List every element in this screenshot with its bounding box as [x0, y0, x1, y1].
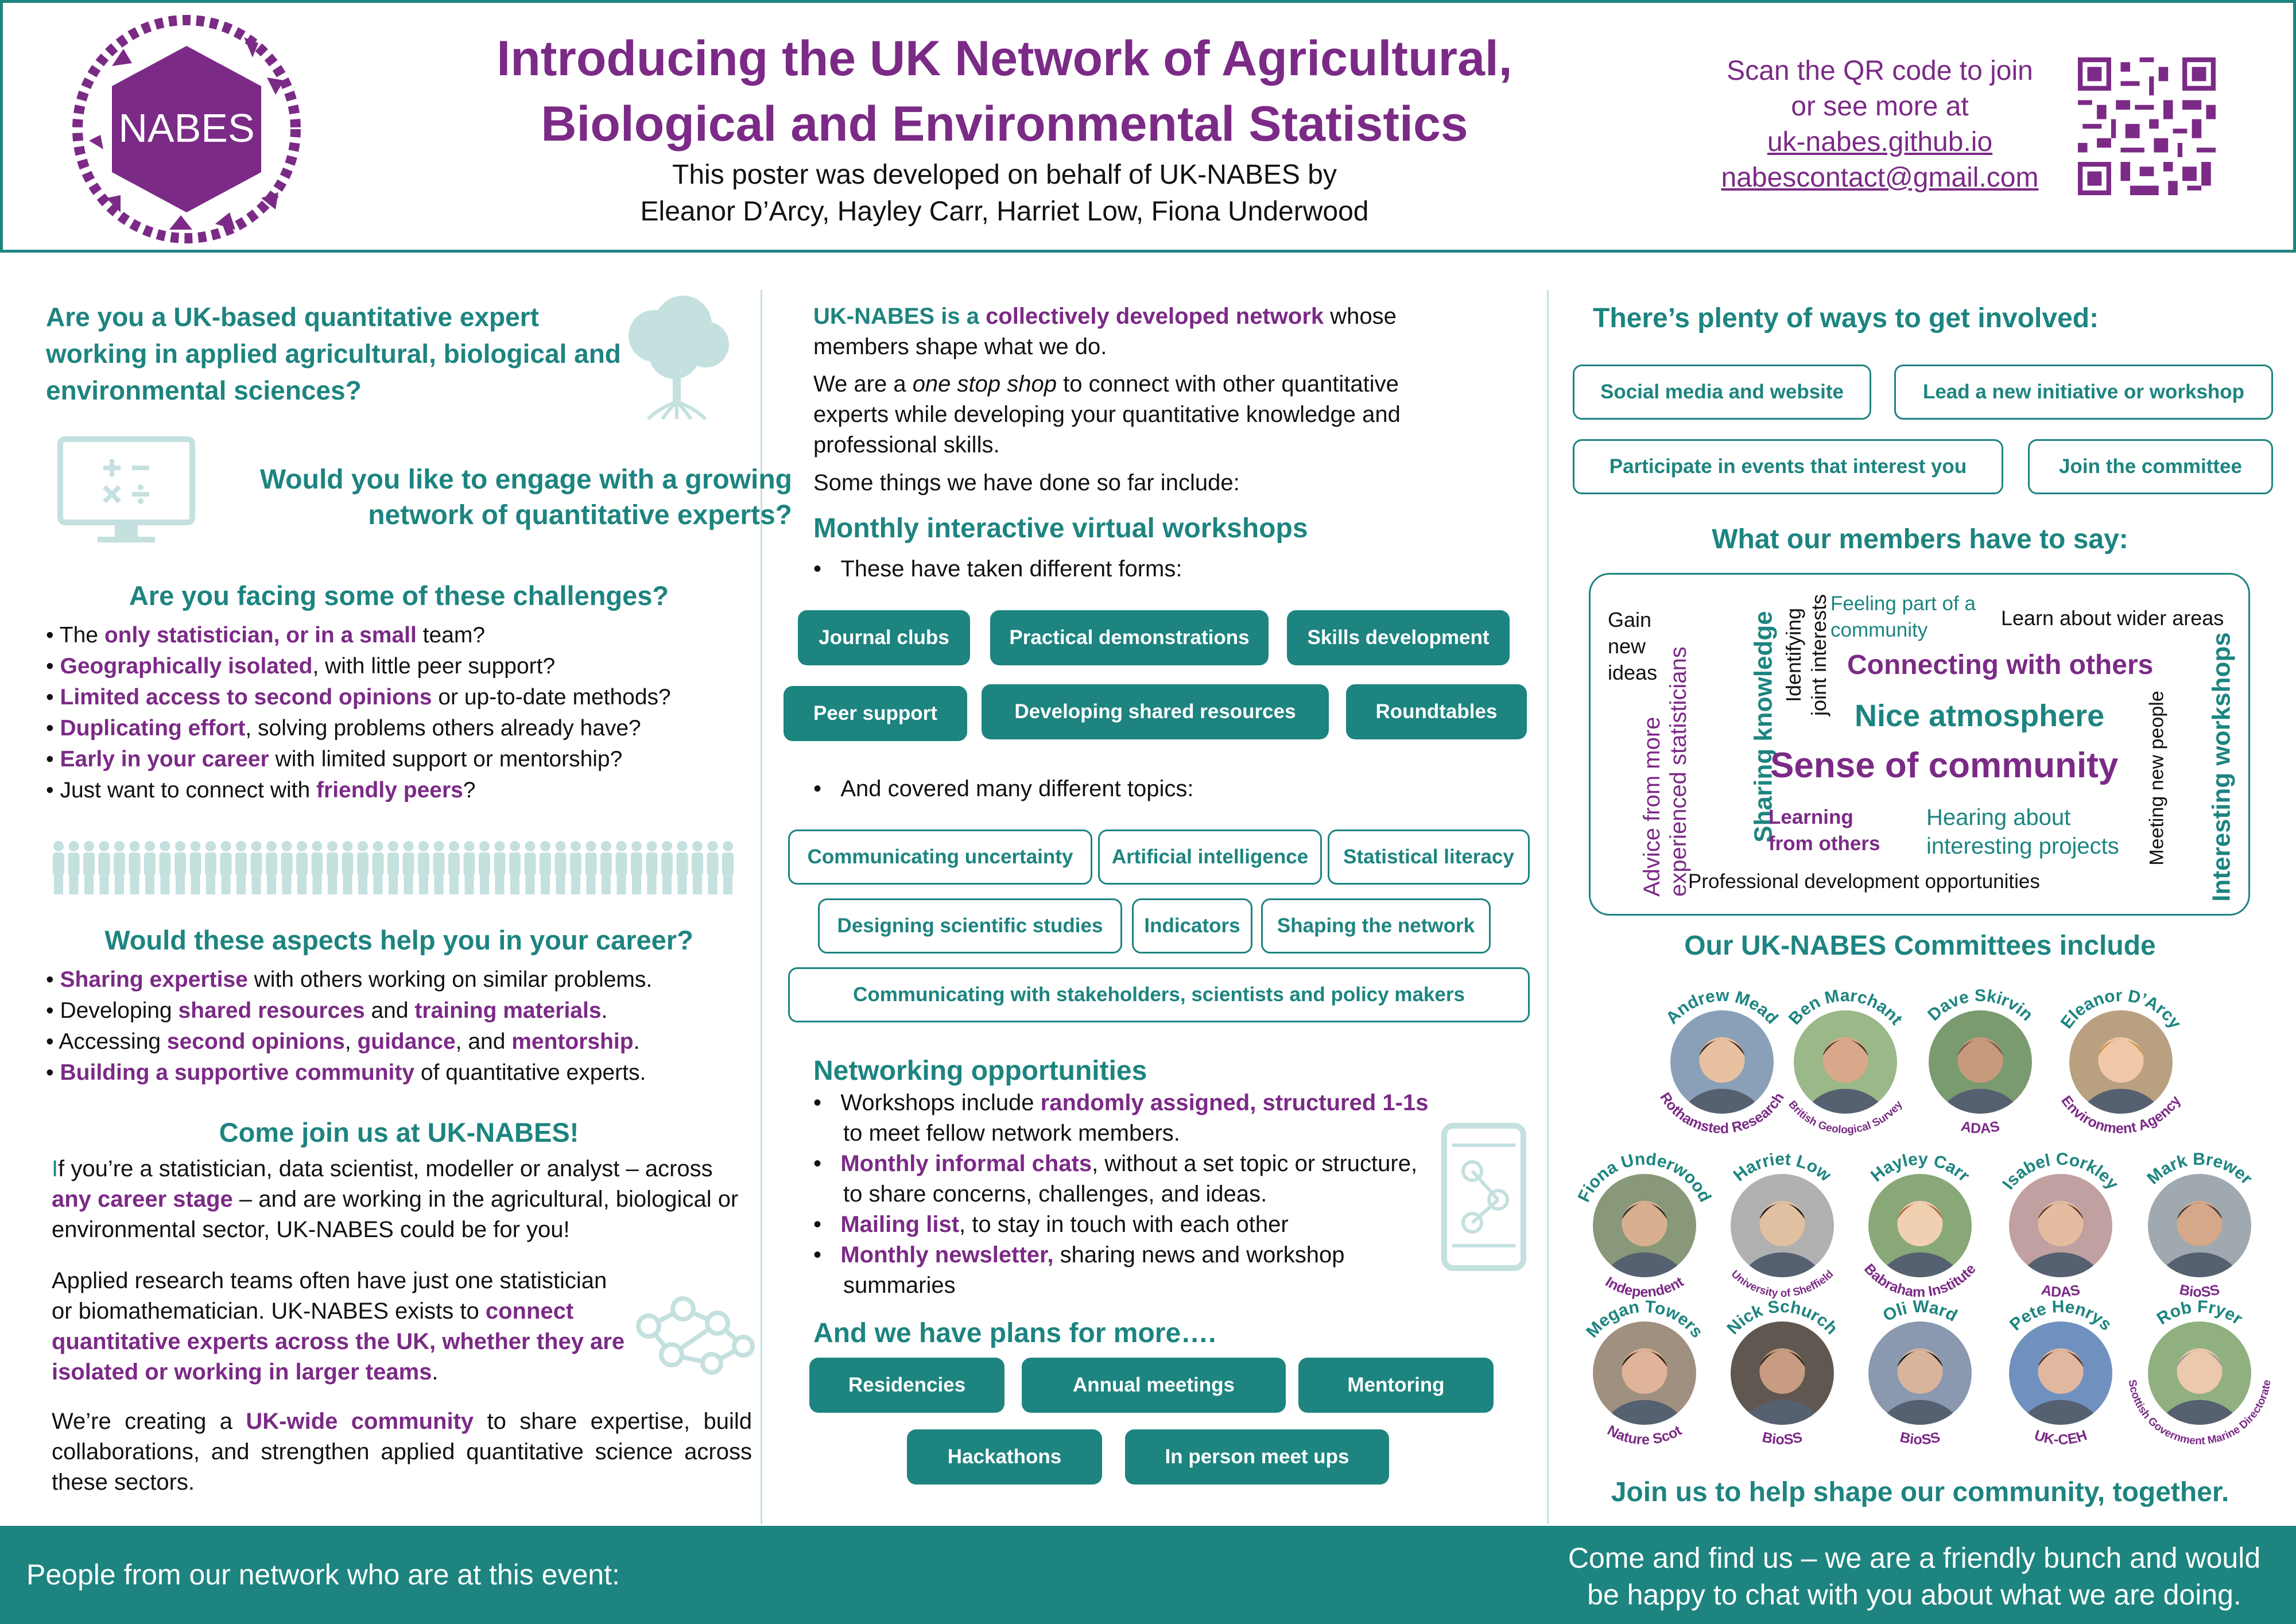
- person-figure: [585, 841, 597, 894]
- plan-pill-mentoring: Mentoring: [1298, 1358, 1494, 1413]
- challenge-item: • Duplicating effort, solving problems others already have?: [46, 716, 641, 741]
- members-heading: What our members have to say:: [1712, 524, 2128, 555]
- networking-highlight: Mailing list: [840, 1212, 960, 1237]
- person-figure: [373, 841, 384, 894]
- intro-question: Are you a UK-based quantitative expert working in applied agricultural, biological and environmental sciences?: [46, 302, 621, 405]
- person-figure: [160, 841, 171, 894]
- aspects-list: [46, 964, 769, 1088]
- member-name: Ben Marchant: [1785, 986, 1906, 1029]
- cloud-connecting-with-others: Connecting with others: [1847, 650, 2154, 680]
- aspect-item: • Developing shared resources and training materials.: [46, 998, 608, 1023]
- member-organisation: ADAS: [2039, 1281, 2082, 1301]
- join-heading: Come join us at UK-NABES!: [219, 1117, 579, 1148]
- aspect-item: • Sharing expertise with others working on similar problems.: [46, 967, 653, 992]
- aspect-highlight: shared resources: [178, 998, 365, 1023]
- aspect-highlight: second opinions: [166, 1029, 345, 1054]
- person-figure: [600, 841, 612, 894]
- aspect-highlight: guidance: [357, 1029, 456, 1054]
- member-name: Isabel Corkley: [1999, 1149, 2123, 1193]
- person-figure: [509, 841, 521, 894]
- form-pill-journal-clubs: Journal clubs: [798, 610, 970, 665]
- person-figure: [464, 841, 475, 894]
- cloud-advice: Advice from more experienced statisticians: [1639, 646, 1691, 897]
- person-figure: [403, 841, 414, 894]
- poster-title-block: [416, 26, 1593, 230]
- topic-pill-statistical-literacy: Statistical literacy: [1328, 830, 1530, 885]
- member-organisation: BioSS: [1898, 1429, 1942, 1448]
- involved-pill-lead-initiative[interactable]: Lead a new initiative or workshop: [1894, 365, 2273, 420]
- nabes-logo: [72, 14, 301, 244]
- column-middle: [792, 290, 1544, 1524]
- contact-block: [1685, 53, 2075, 196]
- person-figure: [114, 841, 125, 894]
- aspect-item: • Accessing second opinions, guidance, and mentorship.: [46, 1029, 640, 1054]
- member-organisation: BioSS: [2178, 1281, 2221, 1301]
- involved-heading: There’s plenty of ways to get involved:: [1593, 303, 2099, 334]
- poster-subtitle: This poster was developed on behalf of UK-NABES by Eleanor D’Arcy, Hayley Carr, Harriet Low, Fiona Underwood: [640, 160, 1369, 227]
- member-label: [2035, 976, 2207, 1148]
- person-figure: [83, 841, 95, 894]
- member-name: Andrew Mead: [1662, 986, 1782, 1028]
- person-figure: [296, 841, 308, 894]
- closing-call: Join us to help shape our community, together.: [1611, 1477, 2229, 1507]
- challenge-item: • The only statistician, or in a small team?: [46, 623, 486, 648]
- aspect-highlight: training materials: [414, 998, 602, 1023]
- contact-line-2: or see more at: [1791, 91, 1969, 122]
- form-pill-roundtables: Roundtables: [1346, 684, 1527, 739]
- challenge-item: • Just want to connect with friendly peers?: [46, 778, 476, 803]
- aspects-heading: Would these aspects help you in your career?: [104, 925, 693, 955]
- cloud-hearing-about-projects: Hearing about interesting projects: [1926, 805, 2119, 859]
- challenge-highlight: Early in your career: [60, 747, 269, 772]
- person-figure: [144, 841, 156, 894]
- person-figure: [661, 841, 673, 894]
- email-link[interactable]: nabescontact@gmail.com: [1721, 162, 2039, 193]
- cloud-learning-from-others: Learning from others: [1768, 806, 1880, 855]
- person-figure: [555, 841, 567, 894]
- website-link[interactable]: uk-nabes.github.io: [1767, 127, 1993, 157]
- form-pill-practical-demonstrations: Practical demonstrations: [990, 610, 1269, 665]
- plan-pill-residencies: Residencies: [809, 1358, 1004, 1413]
- forms-bullet: • These have taken different forms:: [813, 556, 1182, 582]
- cloud-sense-of-community: Sense of community: [1770, 746, 2119, 785]
- member-name: Oli Ward: [1880, 1297, 1961, 1325]
- cloud-professional-development: Professional development opportunities: [1688, 870, 2040, 893]
- member-organisation: Nature Scot: [1604, 1422, 1685, 1448]
- member-name: Pete Henrys: [2006, 1297, 2116, 1335]
- person-figure: [205, 841, 216, 894]
- engage-question: Would you like to engage with a growing network of quantitative experts?: [259, 464, 792, 530]
- cloud-learn-wider-areas: Learn about wider areas: [2001, 606, 2224, 630]
- person-figure: [235, 841, 247, 894]
- topic-pill-shaping-the-network: Shaping the network: [1261, 898, 1491, 954]
- cloud-interesting-workshops: Interesting workshops: [2207, 632, 2236, 902]
- person-figure: [266, 841, 277, 894]
- plan-pill-in-person-meet-ups: In person meet ups: [1125, 1429, 1389, 1485]
- person-figure: [494, 841, 506, 894]
- person-figure: [433, 841, 445, 894]
- member-name: Harriet Low: [1729, 1149, 1835, 1185]
- one-stop-shop-text: We are a one stop shop to connect with other quantitative experts while developing your quantitative knowledge and professional skills.: [813, 371, 1401, 458]
- plan-pill-annual-meetings: Annual meetings: [1022, 1358, 1286, 1413]
- committee-heading: Our UK-NABES Committees include: [1684, 931, 2156, 961]
- challenge-highlight: Limited access to second opinions: [60, 685, 432, 710]
- challenges-list: [46, 620, 769, 806]
- network-nodes-icon: [631, 1292, 758, 1378]
- person-figure: [448, 841, 460, 894]
- person-figure: [220, 841, 232, 894]
- challenge-highlight: only statistician, or in a small: [104, 623, 417, 648]
- person-figure: [631, 841, 642, 894]
- member-name: Dave Skirvin: [1924, 986, 2037, 1025]
- calculator-monitor-icon: [57, 436, 195, 545]
- networking-highlight: randomly assigned, structured 1-1s: [1040, 1090, 1429, 1115]
- involved-pill-participate-in-events[interactable]: Participate in events that interest you: [1573, 439, 2003, 494]
- person-figure: [540, 841, 551, 894]
- member-organisation: Rothamsted Research: [1657, 1090, 1787, 1137]
- topics-bullet: • And covered many different topics:: [813, 776, 1194, 801]
- poster-footer: [0, 1526, 2296, 1624]
- member-name: Hayley Carr: [1867, 1149, 1973, 1186]
- column-divider-2: [1547, 290, 1549, 1524]
- member-name: Eleanor D’Arcy: [2057, 986, 2185, 1033]
- aspect-item: • Building a supportive community of quantitative experts.: [46, 1060, 646, 1085]
- member-name: Fiona Underwood: [1574, 1149, 1715, 1206]
- person-figure: [327, 841, 338, 894]
- cloud-feeling-part: Feeling part of a community: [1830, 592, 1976, 641]
- networking-highlight: Monthly informal chats: [840, 1151, 1092, 1176]
- cloud-nice-atmosphere: Nice atmosphere: [1855, 699, 2105, 733]
- member-organisation: Babraham Institute: [1861, 1261, 1979, 1301]
- topic-pill-communicating-with-stakeholders: Communicating with stakeholders, scientists and policy makers: [788, 967, 1530, 1022]
- join-paragraph-2: Applied research teams often have just one statistician or biomathematician. UK-NABES exists to connect quantitative experts across the UK, whether they are isolated or working in larger teams.: [52, 1268, 625, 1385]
- member-name: Nick Schurch: [1723, 1297, 1841, 1339]
- person-figure: [190, 841, 201, 894]
- person-figure: [570, 841, 581, 894]
- challenges-heading: Are you facing some of these challenges?: [129, 580, 669, 611]
- member-organisation: BioSS: [1760, 1429, 1804, 1448]
- footer-right-text: Come and find us – we are a friendly bunch and would be happy to chat with you about what we are doing.: [1568, 1542, 2261, 1611]
- networking-list: [813, 1088, 1433, 1301]
- member-name: Rob Fryer: [2153, 1297, 2246, 1329]
- member-name: Mark Brewer: [2143, 1149, 2256, 1188]
- person-figure: [357, 841, 369, 894]
- person-figure: [646, 841, 658, 894]
- person-figure: [129, 841, 141, 894]
- form-pill-skills-development: Skills development: [1287, 610, 1510, 665]
- member-label: [2113, 1139, 2286, 1312]
- person-figure: [387, 841, 399, 894]
- challenge-item: • Limited access to second opinions or up-to-date methods?: [46, 685, 671, 710]
- involved-pill-join-committee[interactable]: Join the committee: [2028, 439, 2273, 494]
- tree-icon: [620, 296, 735, 422]
- member-organisation: UK-CEH: [2032, 1427, 2089, 1448]
- plan-pill-hackathons: Hackathons: [907, 1429, 1102, 1485]
- person-figure: [418, 841, 429, 894]
- contact-line-1: Scan the QR code to join: [1727, 56, 2033, 86]
- phone-network-icon: [1441, 1122, 1527, 1272]
- networking-item: • Monthly newsletter, sharing news and workshop summaries: [813, 1242, 1345, 1298]
- networking-item: • Monthly informal chats, without a set topic or structure, to share concerns, challenges, and ideas.: [813, 1151, 1418, 1207]
- challenge-highlight: Geographically isolated: [60, 654, 313, 679]
- poster-header: [0, 0, 2296, 253]
- aspect-highlight: Building a supportive community: [60, 1060, 415, 1085]
- member-organisation: ADAS: [1959, 1118, 2002, 1137]
- challenge-highlight: Duplicating effort: [60, 716, 246, 741]
- topic-pill-artificial-intelligence: Artificial intelligence: [1098, 830, 1322, 885]
- topic-pill-indicators: Indicators: [1132, 898, 1252, 954]
- networking-highlight: Monthly newsletter,: [840, 1242, 1054, 1268]
- member-organisation: University of Sheffield: [1728, 1268, 1836, 1300]
- poster-title: Introducing the UK Network of Agricultural, Biological and Environmental Statistics: [497, 31, 1512, 152]
- member-label: [2113, 1287, 2286, 1459]
- logo-text: NABES: [118, 106, 255, 150]
- person-figure: [707, 841, 719, 894]
- people-row-icon: [52, 838, 740, 896]
- cloud-gain-new-ideas: Gain new ideas: [1608, 608, 1658, 684]
- cloud-sharing-knowledge: Sharing knowledge: [1749, 611, 1778, 843]
- done-so-far-text: Some things we have done so far include:: [813, 470, 1240, 495]
- join-paragraph-3: We’re creating a UK-wide community to share expertise, build collaborations, and strengthen applied quantitative science across these sectors.: [52, 1409, 752, 1495]
- workshops-heading: Monthly interactive virtual workshops: [813, 513, 1308, 544]
- member-name: Megan Towers: [1583, 1297, 1707, 1342]
- person-figure: [53, 841, 64, 894]
- plans-heading: And we have plans for more….: [813, 1318, 1216, 1348]
- person-figure: [281, 841, 293, 894]
- person-figure: [692, 841, 703, 894]
- form-pill-peer-support: Peer support: [784, 686, 967, 741]
- person-figure: [616, 841, 627, 894]
- member-quotes-word-cloud: [1589, 573, 2250, 916]
- qr-code-icon[interactable]: [2078, 57, 2216, 195]
- person-figure: [68, 841, 80, 894]
- networking-item: • Mailing list, to stay in touch with each other: [813, 1212, 1289, 1237]
- footer-left-text: People from our network who are at this event:: [26, 1559, 620, 1591]
- member-organisation: Scottish Government Marine Directorate: [2126, 1378, 2274, 1448]
- person-figure: [99, 841, 110, 894]
- person-figure: [525, 841, 536, 894]
- person-figure: [677, 841, 688, 894]
- form-pill-developing-shared-resources: Developing shared resources: [982, 684, 1329, 739]
- challenge-item: • Early in your career with limited support or mentorship?: [46, 747, 623, 772]
- involved-pill-social-media[interactable]: Social media and website: [1573, 365, 1871, 420]
- aspect-highlight: Sharing expertise: [60, 967, 248, 992]
- challenge-item: • Geographically isolated, with little peer support?: [46, 654, 556, 679]
- person-figure: [722, 841, 734, 894]
- person-figure: [251, 841, 262, 894]
- network-intro: UK-NABES is a collectively developed network whose members shape what we do.: [813, 304, 1397, 359]
- person-figure: [342, 841, 354, 894]
- cloud-identifying-joint-interests: Identifying joint interests: [1782, 594, 1831, 716]
- member-organisation: Environment Agency: [2058, 1092, 2184, 1137]
- member-organisation: Independent: [1602, 1273, 1687, 1301]
- networking-item: • Workshops include randomly assigned, structured 1-1s to meet fellow network members.: [813, 1090, 1429, 1146]
- join-paragraph-1: If you’re a statistician, data scientist, modeller or analyst – across any career stage – and are working in the agricultural, biological or environmental sector, UK-NABES could be for you!: [52, 1156, 739, 1242]
- aspect-highlight: mentorship: [511, 1029, 634, 1054]
- networking-heading: Networking opportunities: [813, 1056, 1147, 1086]
- person-figure: [479, 841, 490, 894]
- member-organisation: British Geological Survey: [1786, 1098, 1905, 1137]
- person-figure: [174, 841, 186, 894]
- person-figure: [312, 841, 323, 894]
- column-left: [46, 290, 792, 1524]
- challenge-highlight: friendly peers: [316, 778, 463, 803]
- cloud-meeting-new-people: Meeting new people: [2146, 691, 2168, 866]
- topic-pill-designing-scientific-studies: Designing scientific studies: [818, 898, 1122, 954]
- topic-pill-communicating-uncertainty: Communicating uncertainty: [788, 830, 1092, 885]
